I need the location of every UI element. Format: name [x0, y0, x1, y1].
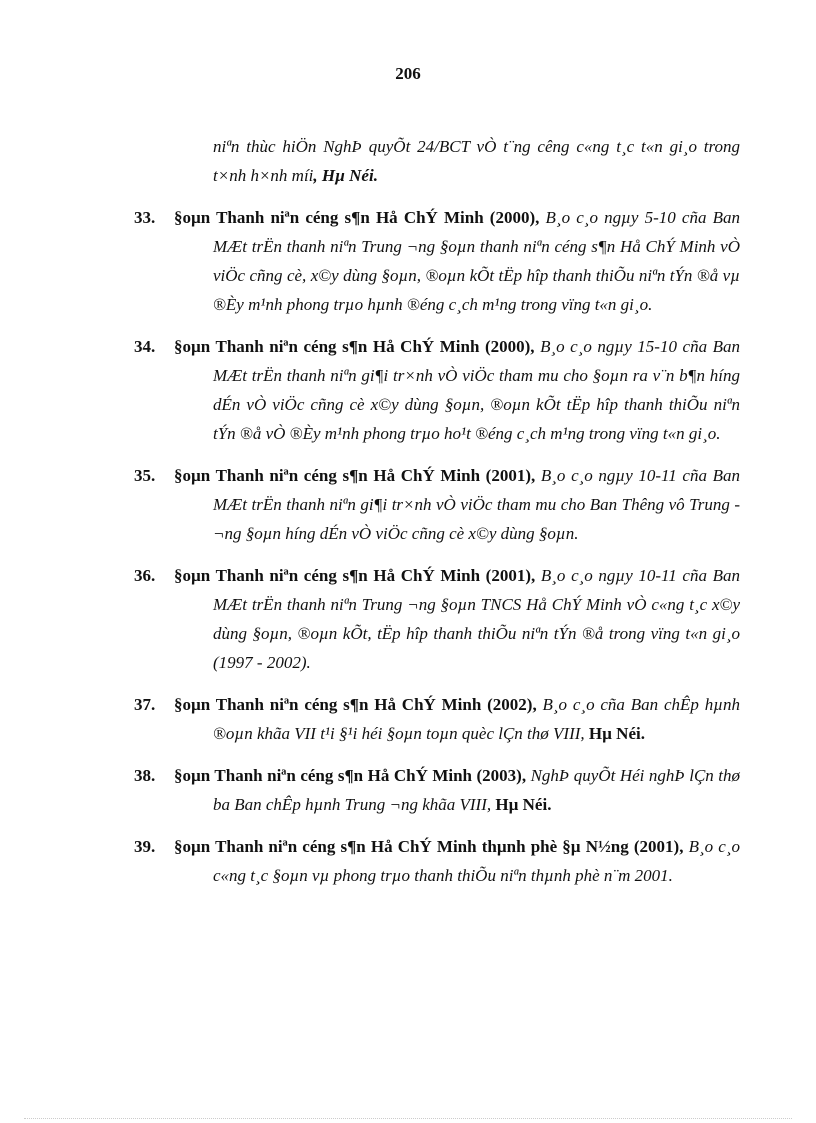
reference-item-34: [134, 332, 740, 448]
reference-author: §oµn Thanh niªn céng s¶n Hå ChÝ Minh (2000),: [174, 208, 540, 227]
reference-number: 38.: [134, 766, 156, 785]
reference-author: §oµn Thanh niªn céng s¶n Hå ChÝ Minh (2001),: [174, 566, 536, 585]
reference-number: 39.: [134, 837, 156, 856]
reference-text: [174, 203, 740, 319]
reference-place: Hµ Néi.: [491, 795, 552, 814]
reference-text: [174, 461, 740, 548]
reference-item-38: [134, 761, 740, 819]
reference-list: [134, 132, 740, 903]
reference-author: §oµn Thanh niªn céng s¶n Hå ChÝ Minh (2003),: [174, 766, 527, 785]
reference-number: 37.: [134, 695, 156, 714]
reference-text: [174, 561, 740, 677]
reference-number: 33.: [134, 208, 156, 227]
reference-place: Hµ Néi.: [584, 724, 645, 743]
reference-text: [174, 761, 740, 819]
reference-author: §oµn Thanh niªn céng s¶n Hå ChÝ Minh (2002),: [174, 695, 537, 714]
reference-item-37: [134, 690, 740, 748]
reference-author: §oµn Thanh niªn céng s¶n Hå ChÝ Minh (2001),: [174, 466, 536, 485]
continuation-place: , Hµ Néi.: [313, 166, 378, 185]
continuation-title: niªn thùc hiÖn NghÞ quyÕt 24/BCT vÒ t¨ng cêng c«ng t¸c t«n gi¸o trong t×nh h×nh míi: [213, 137, 740, 185]
reference-item-39: [134, 832, 740, 890]
reference-item-36: [134, 561, 740, 677]
reference-author: §oµn Thanh niªn céng s¶n Hå ChÝ Minh (2000),: [174, 337, 535, 356]
reference-number: 35.: [134, 466, 156, 485]
reference-text: [174, 332, 740, 448]
reference-title: NghÞ quyÕt Héi nghÞ lÇn thø ba Ban chÊp hµnh Trung ¬ng khãa VIII,: [213, 766, 741, 814]
page-bottom-divider: [24, 1118, 792, 1119]
reference-title: B¸o c¸o ngµy 5-10 cña Ban MÆt trËn thanh niªn Trung ¬ng §oµn thanh niªn céng s¶n Hå ChÝ Minh vÒ viÖc cñng cè, x©y dùng §oµn, ®oµn kÕt tËp hîp thanh thiÕu niªn tÝn ®å vµ ®Èy m¹nh phong trµo hµnh ®éng c¸ch m¹ng trong vïng t«n gi¸o.: [213, 208, 740, 314]
reference-number: 34.: [134, 337, 156, 356]
reference-title: B¸o c¸o ngµy 10-11 cña Ban MÆt trËn thanh niªn Trung ¬ng §oµn TNCS Hå ChÝ Minh vÒ c«ng t¸c x©y dùng §oµn, ®oµn kÕt, tËp hîp thanh thiÕu niªn tÝn ®å trong vïng t«n gi¸o (1997 - 2002).: [213, 566, 740, 672]
reference-item-35: [134, 461, 740, 548]
reference-number: 36.: [134, 566, 156, 585]
page-number: 206: [395, 64, 421, 83]
reference-title: B¸o c¸o c«ng t¸c §oµn vµ phong trµo thanh thiÕu niªn thµnh phè n¨m 2001.: [213, 837, 740, 885]
reference-item-33: [134, 203, 740, 319]
reference-title: B¸o c¸o ngµy 15-10 cña Ban MÆt trËn thanh niªn gi¶i tr×nh vÒ viÖc tham mu cho §oµn ra v¨n b¶n híng dÉn vÒ viÖc cñng cè x©y dùng §oµn, ®oµn kÕt tËp hîp thanh thiÕu niªn tÝn ®å vÒ ®Èy m¹nh phong trµo ho¹t ®éng c¸ch m¹ng trong vïng t«n gi¸o.: [213, 337, 740, 443]
reference-text: [174, 832, 740, 890]
reference-title: B¸o c¸o cña Ban chÊp hµnh ®oµn khãa VII t¹i §¹i héi §oµn toµn quèc lÇn thø VIII,: [213, 695, 740, 743]
reference-continuation: [134, 132, 740, 190]
reference-title: B¸o c¸o ngµy 10-11 cña Ban MÆt trËn thanh niªn gi¶i tr×nh vÒ viÖc tham mu cho Ban Thêng vô Trung ¬ng §oµn híng dÉn vÒ viÖc cñng cè x©y dùng §oµn.: [213, 466, 740, 543]
reference-text: [174, 690, 740, 748]
reference-author: §oµn Thanh niªn céng s¶n Hå ChÝ Minh thµnh phè §µ N½ng (2001),: [174, 837, 684, 856]
